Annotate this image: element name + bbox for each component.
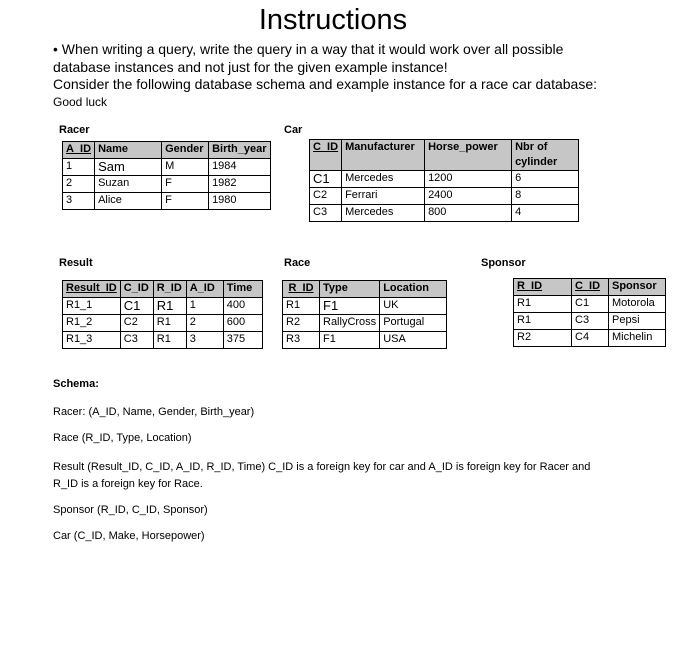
result-table-label: Result bbox=[59, 257, 93, 269]
table-cell: R1 bbox=[153, 332, 186, 349]
table-cell: 1980 bbox=[209, 193, 271, 210]
table-cell: F bbox=[162, 193, 209, 210]
sponsor-table bbox=[513, 278, 666, 347]
table-row bbox=[63, 332, 263, 349]
table-cell: 3 bbox=[186, 332, 223, 349]
table-row bbox=[283, 332, 447, 349]
table-row bbox=[283, 298, 447, 315]
table-cell: F1 bbox=[320, 332, 380, 349]
table-cell: 800 bbox=[425, 205, 512, 222]
table-cell: C4 bbox=[572, 330, 609, 347]
intro-line-4: Good luck bbox=[53, 94, 108, 109]
table-row bbox=[63, 193, 271, 210]
table-cell: Portugal bbox=[380, 315, 447, 332]
table-cell: R1 bbox=[283, 298, 320, 315]
table-cell: Suzan bbox=[95, 176, 162, 193]
table-cell: F1 bbox=[320, 298, 380, 315]
schema-heading: Schema: bbox=[53, 378, 99, 390]
sponsor-header-sponsor: Sponsor bbox=[609, 279, 666, 296]
table-cell: R1 bbox=[153, 315, 186, 332]
table-cell: 1982 bbox=[209, 176, 271, 193]
sponsor-header-row bbox=[514, 279, 666, 296]
table-cell: RallyCross bbox=[320, 315, 380, 332]
sponsor-header-c-id: C_ID bbox=[572, 279, 609, 296]
table-cell: C3 bbox=[572, 313, 609, 330]
page-title: Instructions bbox=[258, 4, 408, 36]
sponsor-table-label: Sponsor bbox=[481, 257, 526, 269]
result-header-result-id: Result_ID bbox=[63, 281, 121, 298]
table-cell: R3 bbox=[283, 332, 320, 349]
race-header-type: Type bbox=[320, 281, 380, 298]
table-cell: R1_3 bbox=[63, 332, 121, 349]
car-table bbox=[309, 139, 579, 222]
table-cell: C3 bbox=[310, 205, 342, 222]
schema-car: Car (C_ID, Make, Horsepower) bbox=[53, 530, 205, 542]
race-header-row bbox=[283, 281, 447, 298]
table-row bbox=[63, 176, 271, 193]
table-cell: Alice bbox=[95, 193, 162, 210]
intro-line-3: Consider the following database schema and example instance for a race car database: bbox=[53, 76, 597, 92]
race-header-r-id: R_ID bbox=[283, 281, 320, 298]
intro-line-2: database instances and not just for the given example instance! bbox=[53, 58, 448, 75]
table-row bbox=[63, 298, 263, 315]
car-header-horse-power: Horse_power bbox=[425, 140, 512, 171]
table-cell: 1 bbox=[63, 159, 95, 176]
table-cell: Michelin bbox=[609, 330, 666, 347]
car-header-row bbox=[310, 140, 579, 171]
instructions-text bbox=[53, 41, 673, 110]
table-cell: UK bbox=[380, 298, 447, 315]
car-header-nbr-cylinder: Nbr of cylinder bbox=[512, 140, 579, 171]
racer-table bbox=[62, 141, 271, 210]
schema-race: Race (R_ID, Type, Location) bbox=[53, 432, 192, 444]
table-cell: 3 bbox=[63, 193, 95, 210]
table-cell: Mercedes bbox=[342, 205, 425, 222]
schema-result: Result (Result_ID, C_ID, A_ID, R_ID, Time) C_ID is a foreign key for car and A_ID is foreign key for Racer and R_ID is a foreign key for Race. bbox=[53, 461, 591, 490]
table-cell: 1200 bbox=[425, 171, 512, 188]
result-header-time: Time bbox=[223, 281, 262, 298]
table-cell: C1 bbox=[310, 171, 342, 188]
table-cell: F bbox=[162, 176, 209, 193]
table-cell: 400 bbox=[223, 298, 262, 315]
table-cell: C3 bbox=[120, 332, 153, 349]
result-header-c-id: C_ID bbox=[120, 281, 153, 298]
result-header-r-id: R_ID bbox=[153, 281, 186, 298]
table-cell: C2 bbox=[120, 315, 153, 332]
race-header-location: Location bbox=[380, 281, 447, 298]
table-cell: R1 bbox=[514, 313, 572, 330]
table-cell: 4 bbox=[512, 205, 579, 222]
racer-header-name: Name bbox=[95, 142, 162, 159]
table-cell: 8 bbox=[512, 188, 579, 205]
schema-racer: Racer: (A_ID, Name, Gender, Birth_year) bbox=[53, 406, 255, 418]
table-row bbox=[514, 313, 666, 330]
racer-header-row bbox=[63, 142, 271, 159]
table-cell: R1 bbox=[153, 298, 186, 315]
table-cell: R2 bbox=[283, 315, 320, 332]
table-cell: C2 bbox=[310, 188, 342, 205]
race-table-label: Race bbox=[284, 257, 311, 269]
car-header-manufacturer: Manufacturer bbox=[342, 140, 425, 171]
table-cell: M bbox=[162, 159, 209, 176]
table-row bbox=[310, 188, 579, 205]
table-row bbox=[514, 296, 666, 313]
table-cell: Mercedes bbox=[342, 171, 425, 188]
table-cell: 2 bbox=[186, 315, 223, 332]
table-row bbox=[310, 171, 579, 188]
racer-header-a-id: A_ID bbox=[63, 142, 95, 159]
table-cell: Pepsi bbox=[609, 313, 666, 330]
table-cell: 6 bbox=[512, 171, 579, 188]
intro-line-1: • When writing a query, write the query in a way that it would work over all possible bbox=[53, 41, 564, 57]
table-cell: 2 bbox=[63, 176, 95, 193]
table-row bbox=[63, 159, 271, 176]
table-cell: C1 bbox=[120, 298, 153, 315]
table-row bbox=[63, 315, 263, 332]
racer-table-label: Racer bbox=[59, 124, 90, 136]
table-cell: R1 bbox=[514, 296, 572, 313]
race-table bbox=[282, 280, 447, 349]
table-cell: R1_2 bbox=[63, 315, 121, 332]
table-cell: USA bbox=[380, 332, 447, 349]
table-row bbox=[514, 330, 666, 347]
result-table bbox=[62, 280, 263, 349]
car-header-c-id: C_ID bbox=[310, 140, 342, 171]
racer-header-birth-year: Birth_year bbox=[209, 142, 271, 159]
table-cell: 1 bbox=[186, 298, 223, 315]
table-cell: Motorola bbox=[609, 296, 666, 313]
result-header-row bbox=[63, 281, 263, 298]
sponsor-header-r-id: R_ID bbox=[514, 279, 572, 296]
car-table-label: Car bbox=[284, 124, 303, 136]
table-cell: R2 bbox=[514, 330, 572, 347]
table-cell: 2400 bbox=[425, 188, 512, 205]
table-row bbox=[283, 315, 447, 332]
table-row bbox=[310, 205, 579, 222]
table-cell: Ferrari bbox=[342, 188, 425, 205]
table-cell: 600 bbox=[223, 315, 262, 332]
schema-sponsor: Sponsor (R_ID, C_ID, Sponsor) bbox=[53, 504, 208, 516]
table-cell: C1 bbox=[572, 296, 609, 313]
result-header-a-id: A_ID bbox=[186, 281, 223, 298]
table-cell: Sam bbox=[95, 159, 162, 176]
table-cell: R1_1 bbox=[63, 298, 121, 315]
table-cell: 375 bbox=[223, 332, 262, 349]
table-cell: 1984 bbox=[209, 159, 271, 176]
racer-header-gender: Gender bbox=[162, 142, 209, 159]
